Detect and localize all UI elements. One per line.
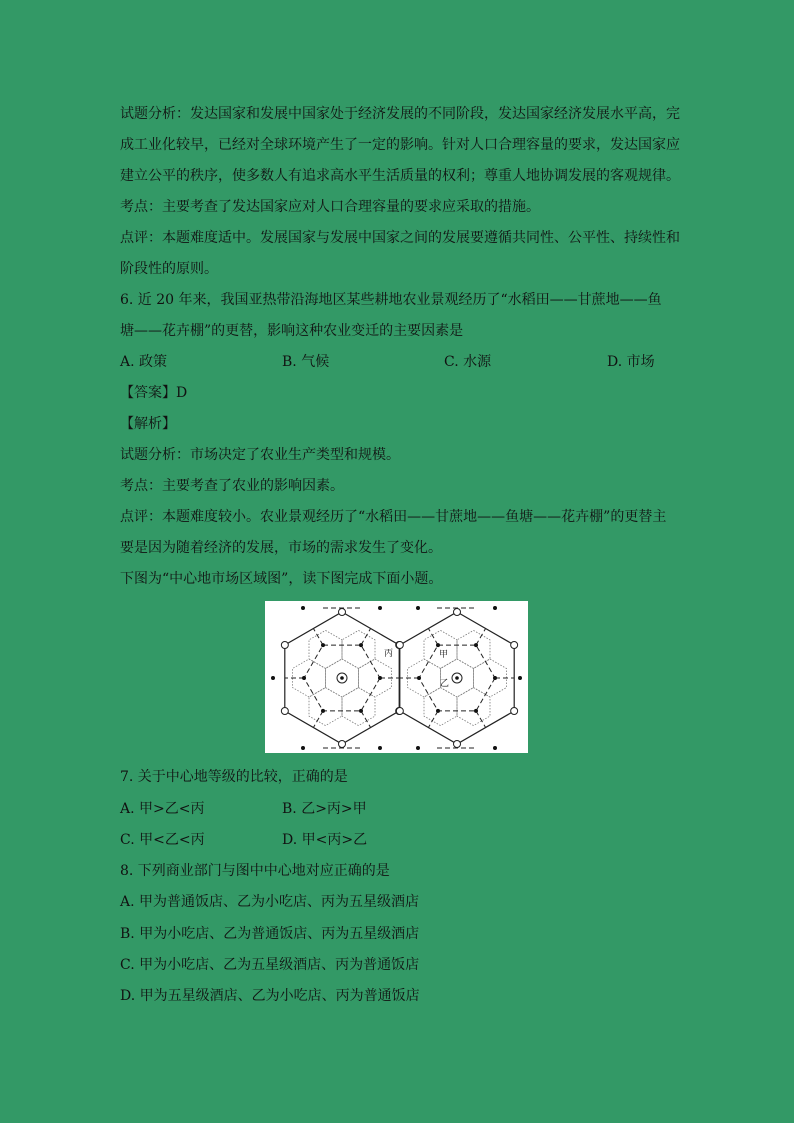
q6-comment: 点评：本题难度较小。农业景观经历了“水稻田——甘蔗地——鱼塘——花卉棚”的更替主 (120, 509, 667, 525)
low-order-place (301, 746, 305, 750)
low-order-place (493, 746, 497, 750)
q8-stem: 8. 下列商业部门与图中中心地对应正确的是 (120, 863, 390, 879)
low-order-place (302, 676, 306, 680)
high-order-market-areas (285, 612, 514, 744)
mid-order-place (511, 642, 518, 649)
diagram-svg (265, 601, 528, 753)
low-order-place (416, 746, 420, 750)
low-order-place (359, 643, 363, 647)
mid-order-place (396, 642, 403, 649)
low-order-place (416, 606, 420, 610)
low-order-hexagon (309, 688, 342, 726)
q6-option-d: D. 市场 (607, 354, 655, 370)
low-order-place (378, 606, 382, 610)
low-order-place (518, 676, 522, 680)
q8-option-a: A. 甲为普通饭店、乙为小吃店、丙为五星级酒店 (120, 894, 420, 910)
mid-order-place (339, 609, 346, 616)
q7-option-a: A. 甲>乙<丙 (120, 801, 205, 817)
low-order-place (417, 676, 421, 680)
mid-order-place (396, 708, 403, 715)
analysis-line: 试题分析：发达国家和发展中国家处于经济发展的不同阶段，发达国家经济发展水平高，完 (120, 106, 680, 122)
mid-order-place (281, 708, 288, 715)
q7-option-c: C. 甲<乙<丙 (120, 832, 205, 848)
q6-option-c: C. 水源 (444, 354, 492, 370)
q8-option-d: D. 甲为五星级酒店、乙为小吃店、丙为普通饭店 (120, 988, 420, 1004)
label-bing: 丙 (384, 649, 394, 659)
q6-option-b: B. 气候 (282, 354, 330, 370)
low-order-place (321, 643, 325, 647)
low-order-place (493, 606, 497, 610)
q6-stem: 6. 近 20 年来，我国亚热带沿海地区某些耕地农业景观经历了“水稻田——甘蔗地——鱼 (120, 292, 662, 308)
analysis-line: 成工业化较早，已经对全球环境产生了一定的影响。针对人口合理容量的要求，发达国家应 (120, 137, 680, 153)
low-order-hexagon (293, 659, 326, 697)
low-order-place (493, 676, 497, 680)
mid-order-place (511, 708, 518, 715)
low-order-hexagon (474, 659, 507, 697)
mid-order-place (339, 741, 346, 748)
low-order-place (436, 643, 440, 647)
q7-option-b: B. 乙>丙>甲 (282, 801, 367, 817)
q7-stem: 7. 关于中心地等级的比较，正确的是 (120, 769, 348, 785)
q6-answer: 【答案】D (120, 385, 188, 401)
low-order-place (301, 606, 305, 610)
mid-order-boundary (476, 711, 486, 728)
q6-option-a: A. 政策 (120, 354, 168, 370)
high-order-place-core (340, 676, 344, 680)
low-order-place (359, 709, 363, 713)
high-order-place-core (455, 676, 459, 680)
mid-order-boundary (361, 711, 371, 728)
q8-option-c: C. 甲为小吃店、乙为五星级酒店、丙为普通饭店 (120, 957, 420, 973)
figure-intro: 下图为“中心地市场区域图”，读下图完成下面小题。 (120, 571, 443, 587)
q6-analysis: 试题分析：市场决定了农业生产类型和规模。 (120, 447, 400, 463)
knowledge-point: 考点：主要考查了发达国家应对人口合理容量的要求应采取的措施。 (120, 199, 540, 215)
q8-option-b: B. 甲为小吃店、乙为普通饭店、丙为五星级酒店 (120, 926, 420, 942)
comment-line: 点评：本题难度适中。发展国家与发展中国家之间的发展要遵循共同性、公平性、持续性和 (120, 230, 680, 246)
low-order-hexagon (457, 688, 490, 726)
q7-option-d: D. 甲<丙>乙 (282, 832, 368, 848)
label-jia: 甲 (439, 650, 449, 660)
low-order-hexagon (342, 688, 375, 726)
mid-order-place (281, 642, 288, 649)
central-place-market-diagram (265, 601, 528, 753)
label-yi: 乙 (440, 679, 450, 689)
low-order-hexagon (359, 659, 392, 697)
low-order-hexagon (342, 630, 375, 668)
mid-order-boundary (428, 628, 438, 645)
low-order-hexagon (309, 630, 342, 668)
low-order-place (378, 746, 382, 750)
low-order-place (271, 676, 275, 680)
low-order-hexagon (424, 688, 457, 726)
low-order-place (474, 709, 478, 713)
mid-order-place (454, 609, 461, 616)
low-order-place (436, 709, 440, 713)
low-order-place (321, 709, 325, 713)
comment-line: 阶段性的原则。 (120, 261, 218, 277)
mid-order-boundary (313, 628, 323, 645)
mid-order-place (454, 741, 461, 748)
q6-knowledge-point: 考点：主要考查了农业的影响因素。 (120, 478, 344, 494)
low-order-hexagon (457, 630, 490, 668)
low-order-place (378, 676, 382, 680)
analysis-line: 建立公平的秩序，使多数人有追求高水平生活质量的权利；尊重人地协调发展的客观规律。 (120, 168, 680, 184)
q6-comment: 要是因为随着经济的发展，市场的需求发生了变化。 (120, 540, 442, 556)
low-order-hexagon (408, 659, 441, 697)
q6-stem: 塘——花卉棚”的更替，影响这种农业变迁的主要因素是 (120, 323, 464, 339)
q6-analysis-header: 【解析】 (120, 416, 176, 432)
low-order-place (474, 643, 478, 647)
